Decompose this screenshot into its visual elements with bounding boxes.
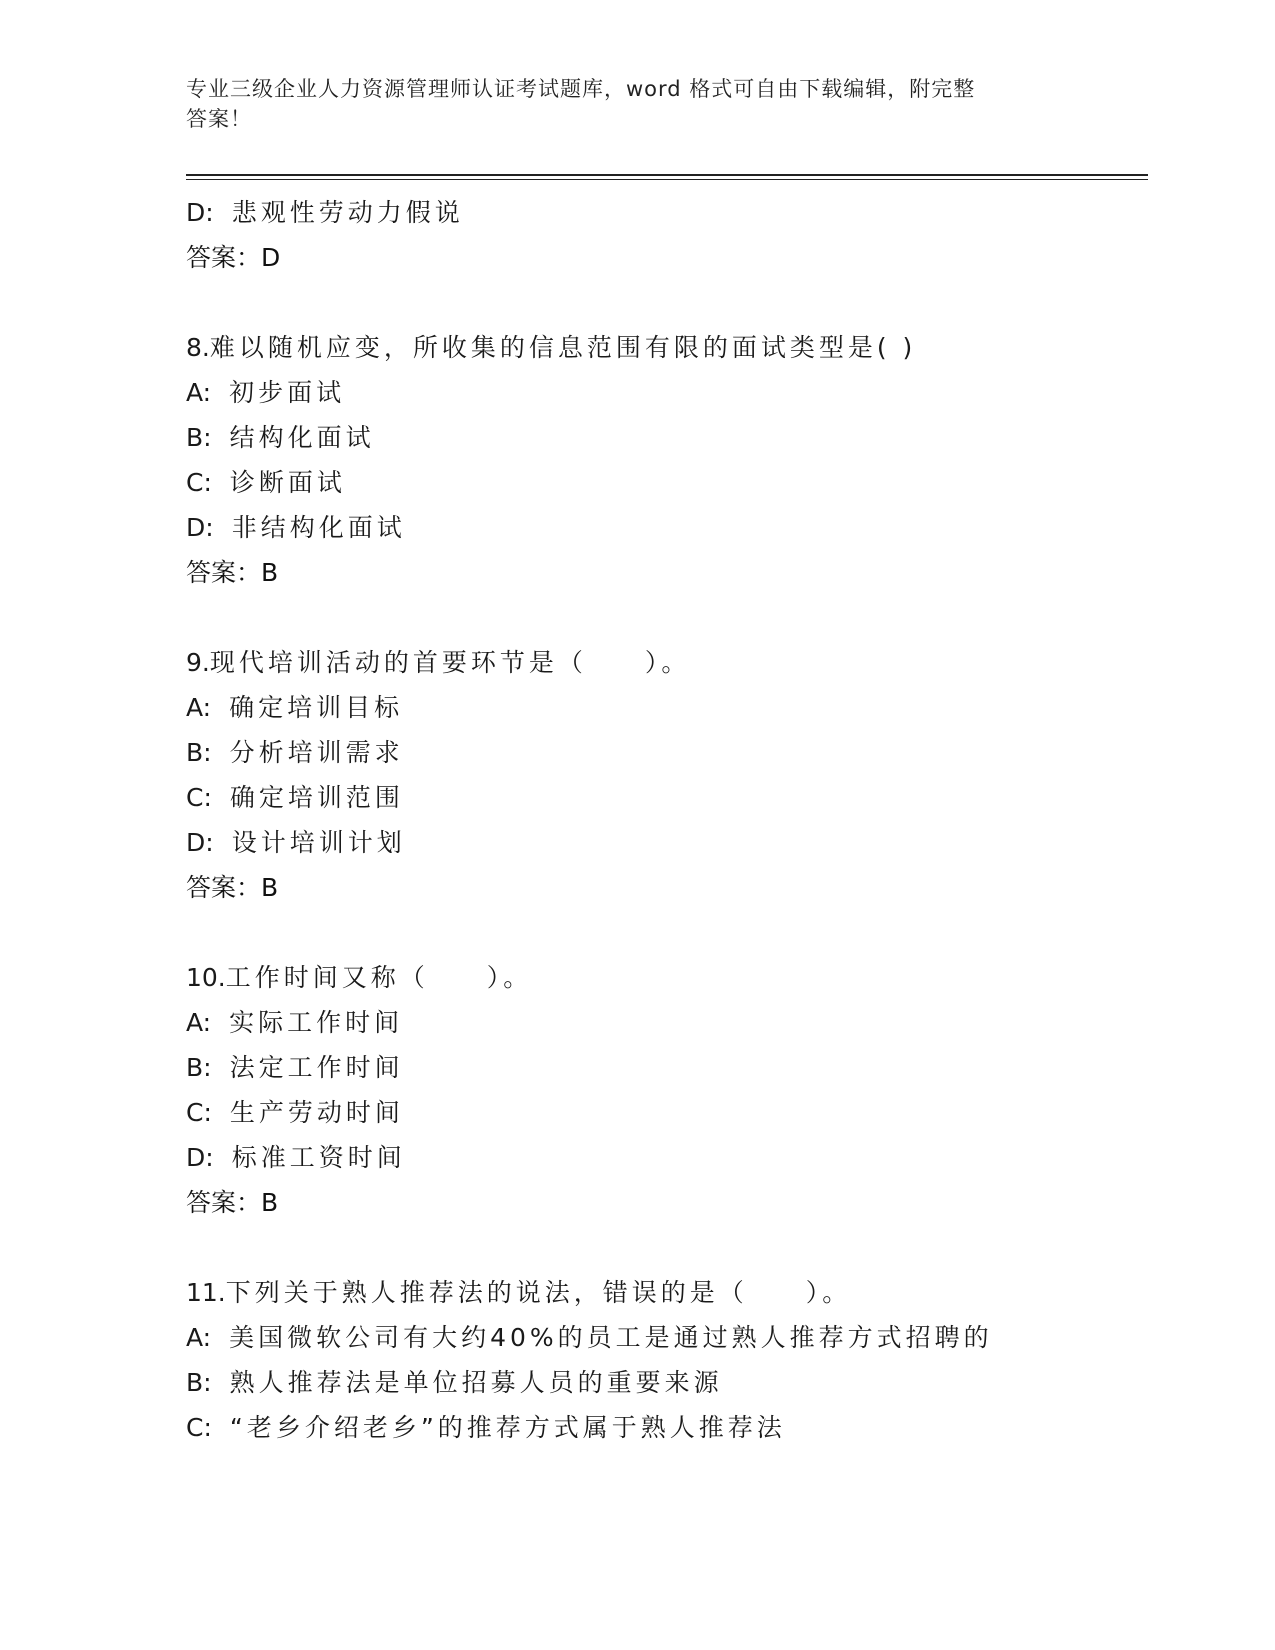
option-letter: B:: [186, 1368, 212, 1397]
option-d: [186, 1135, 1146, 1180]
answer-line: 答案：D: [186, 243, 281, 272]
option-letter: C:: [186, 783, 212, 812]
option-c: [186, 460, 1146, 505]
option-text: “老乡介绍老乡”的推荐方式属于熟人推荐法: [229, 1413, 786, 1442]
option-text: 标准工资时间: [231, 1143, 406, 1172]
option-a: [186, 370, 1146, 415]
option-b: [186, 1360, 1146, 1405]
option-text: 结构化面试: [229, 423, 375, 452]
question-text: 难以随机应变，所收集的信息范围有限的面试类型是( ): [209, 333, 917, 362]
answer-line: 答案：B: [186, 873, 279, 902]
question-stem: [186, 640, 1146, 685]
option-text: 诊断面试: [229, 468, 346, 497]
option-letter: B:: [186, 423, 212, 452]
option-text: 确定培训目标: [229, 693, 404, 722]
option-b: [186, 415, 1146, 460]
option-c: [186, 1405, 1146, 1450]
option-a: [186, 1315, 1146, 1360]
answer-line: 答案：B: [186, 558, 279, 587]
option-letter: C:: [186, 468, 212, 497]
document-header: [186, 74, 1066, 134]
option-letter: A:: [186, 693, 212, 722]
option-text: 生产劳动时间: [229, 1098, 404, 1127]
option-letter: A:: [186, 1008, 212, 1037]
option-letter: C:: [186, 1098, 212, 1127]
answer-line: 答案：B: [186, 1188, 279, 1217]
option-letter: D:: [186, 513, 214, 542]
option-d: [186, 505, 1146, 550]
question-stem: [186, 955, 1146, 1000]
option-c: [186, 1090, 1146, 1135]
option-b: [186, 730, 1146, 775]
option-text: 实际工作时间: [229, 1008, 404, 1037]
header-divider-thin: [186, 179, 1148, 180]
option-a: [186, 1000, 1146, 1045]
question-text: 现代培训活动的首要环节是（ ）。: [209, 648, 691, 677]
question-number: 9.: [186, 648, 210, 677]
option-text: 初步面试: [229, 378, 346, 407]
option-text: 法定工作时间: [229, 1053, 404, 1082]
option-text: 设计培训计划: [231, 828, 406, 857]
option-text: 非结构化面试: [231, 513, 406, 542]
option-letter: D:: [186, 828, 214, 857]
question-number: 10.: [186, 963, 226, 992]
option-b: [186, 1045, 1146, 1090]
header-divider-thick: [186, 174, 1148, 176]
option-letter: C:: [186, 1413, 212, 1442]
option-letter: D:: [186, 1143, 214, 1172]
question-number: 11.: [186, 1278, 226, 1307]
option-text: 熟人推荐法是单位招募人员的重要来源: [229, 1368, 723, 1397]
question-number: 8.: [186, 333, 210, 362]
question-list: [186, 190, 1146, 1450]
option-c: [186, 775, 1146, 820]
option-letter: A:: [186, 378, 212, 407]
option-d: [186, 190, 1146, 235]
option-d: [186, 820, 1146, 865]
option-text: 确定培训范围: [229, 783, 404, 812]
question-text: 工作时间又称（ ）。: [225, 963, 533, 992]
option-text: 美国微软公司有大约40%的员工是通过熟人推荐方式招聘的: [229, 1323, 993, 1352]
header-title-line-1: 专业三级企业人力资源管理师认证考试题库，word 格式可自由下载编辑，附完整: [186, 77, 976, 101]
option-letter: A:: [186, 1323, 212, 1352]
header-title-line-2: 答案！: [186, 107, 252, 131]
option-text: 悲观性劳动力假说: [231, 198, 464, 227]
question-stem: [186, 325, 1146, 370]
question-text: 下列关于熟人推荐法的说法，错误的是（ ）。: [225, 1278, 852, 1307]
option-letter: D:: [186, 198, 214, 227]
question-stem: [186, 1270, 1146, 1315]
option-letter: B:: [186, 738, 212, 767]
option-letter: B:: [186, 1053, 212, 1082]
option-text: 分析培训需求: [229, 738, 404, 767]
option-a: [186, 685, 1146, 730]
